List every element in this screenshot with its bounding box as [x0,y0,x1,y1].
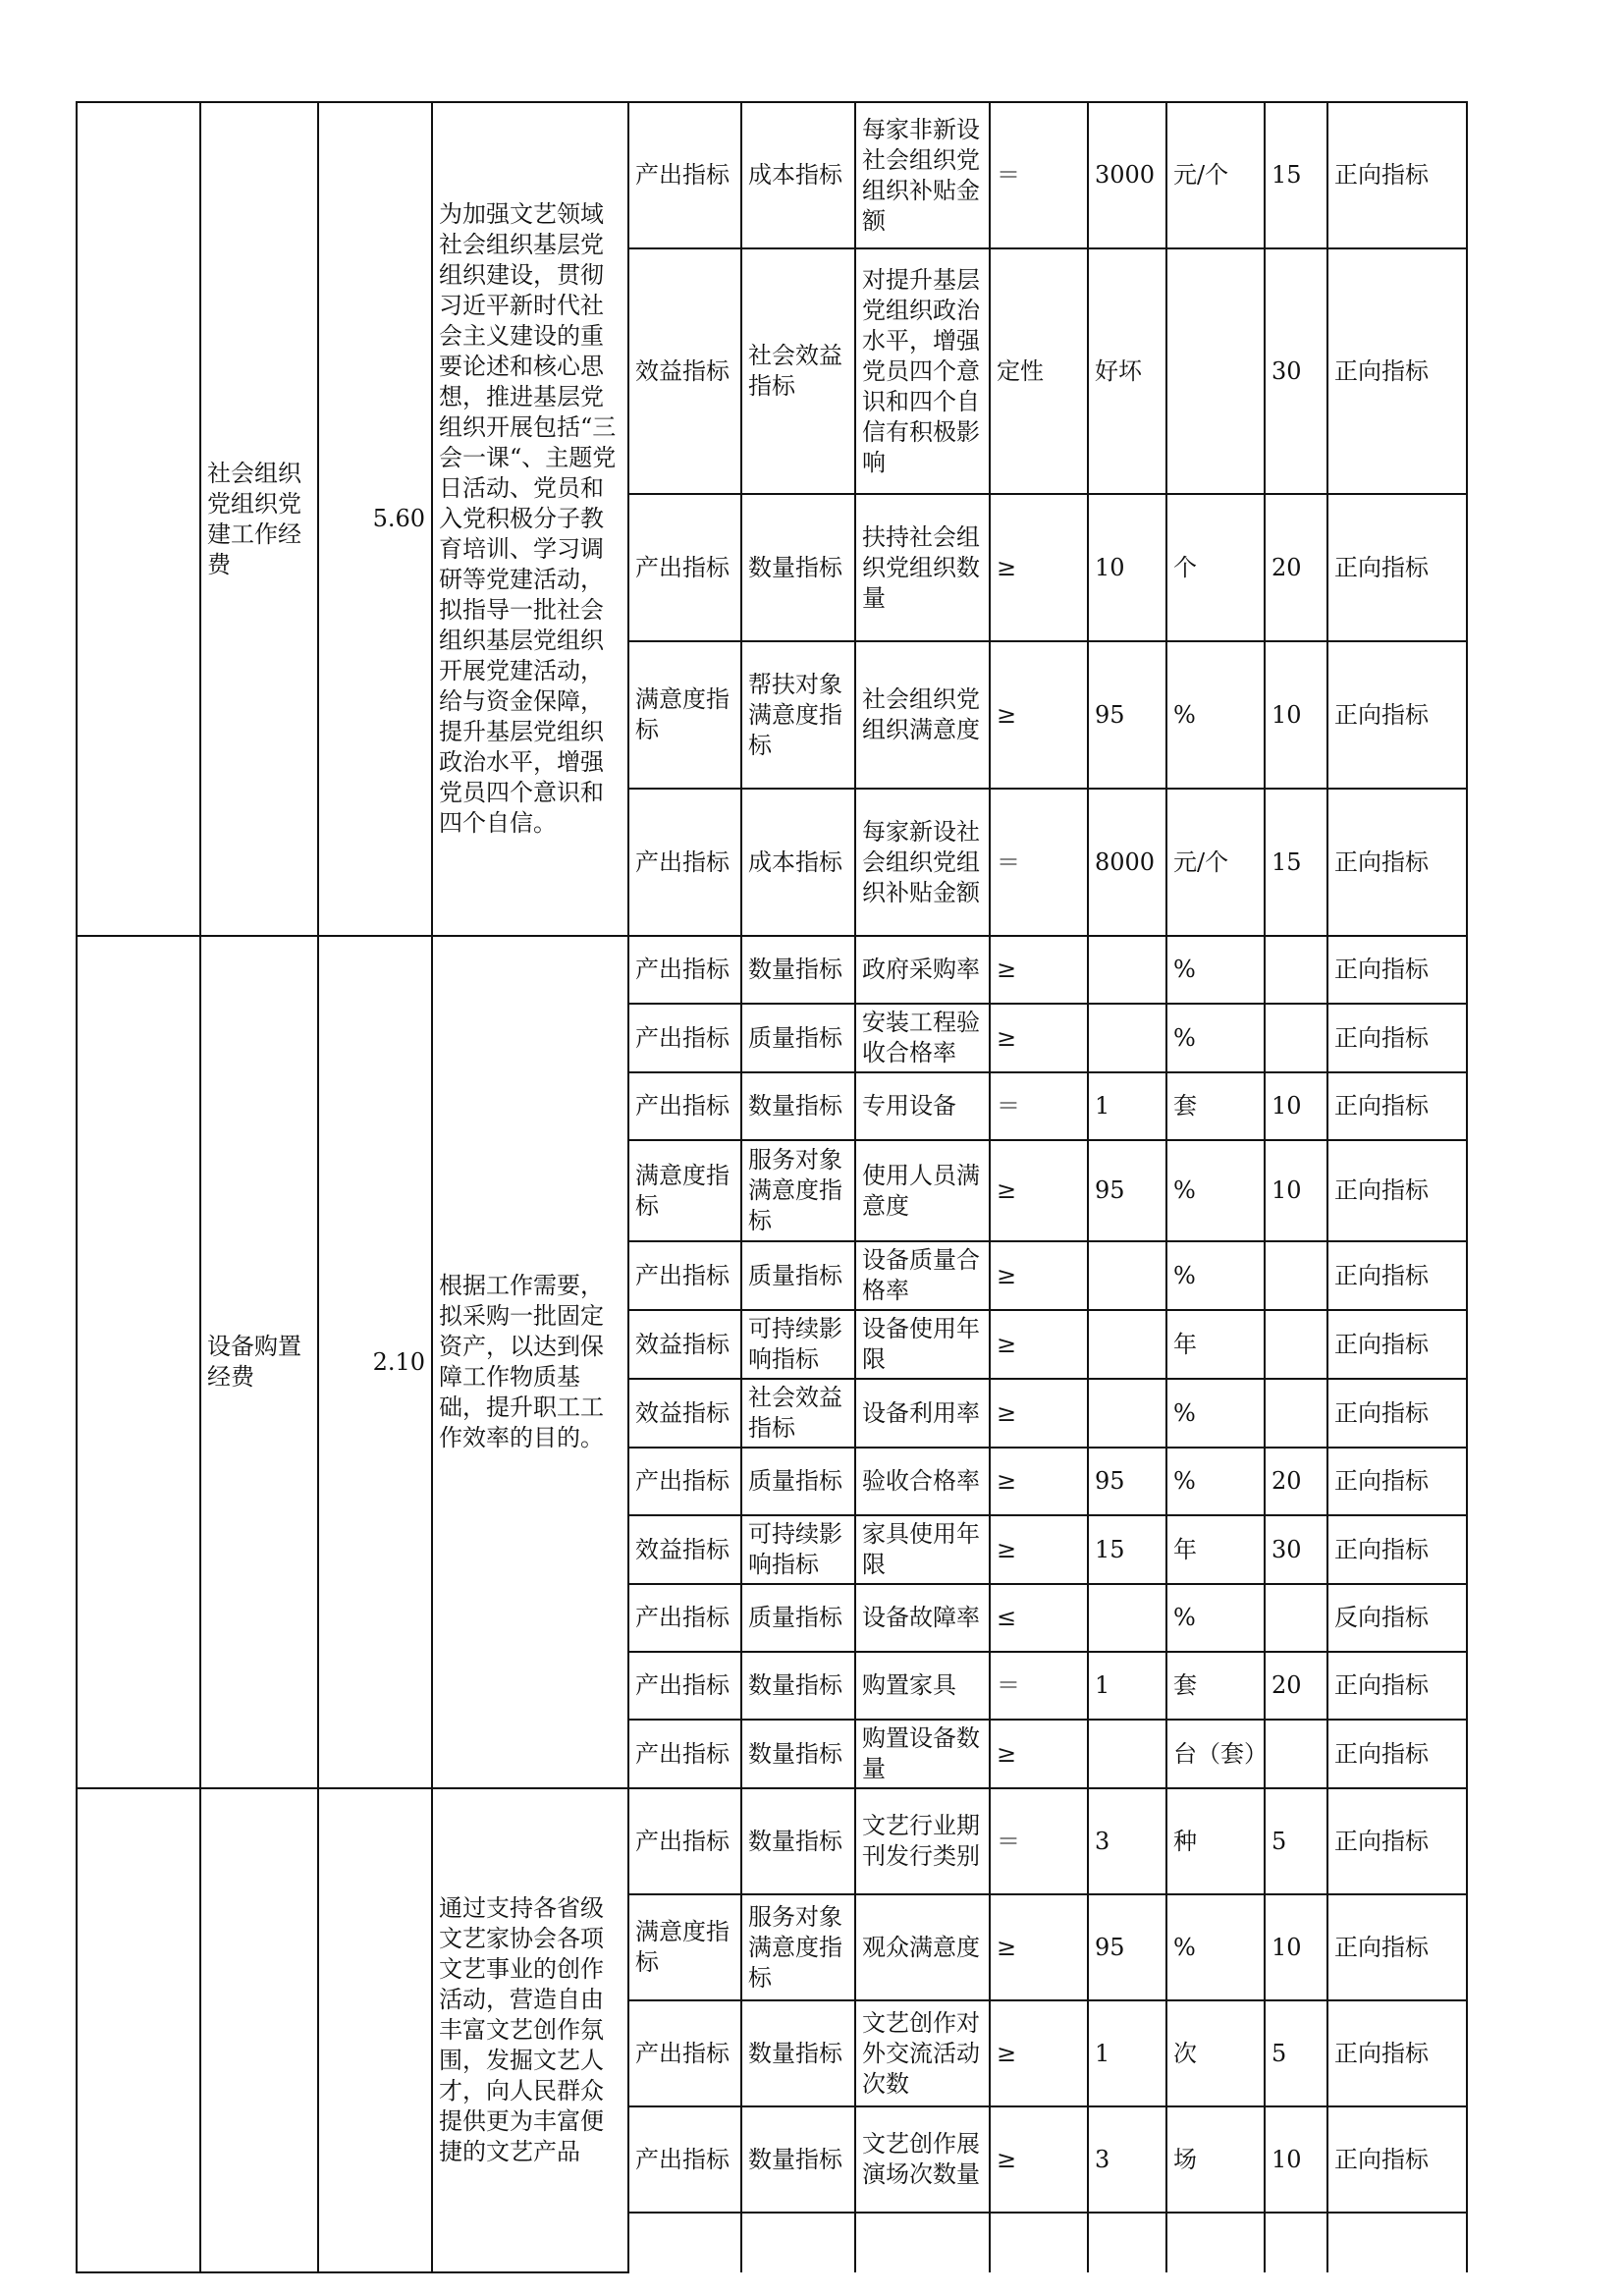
indicator-level1-cell: 产出指标 [628,1584,741,1652]
direction-cell: 正向指标 [1327,1241,1467,1310]
direction-cell: 正向指标 [1327,1379,1467,1448]
cut-cell [741,2213,855,2272]
operator-cell: ＝ [990,1788,1088,1894]
target-value-cell: 95 [1088,1140,1166,1241]
unit-cell: % [1166,1241,1265,1310]
unit-cell: % [1166,1448,1265,1515]
target-value-cell [1088,1584,1166,1652]
weight-cell: 20 [1265,1448,1327,1515]
unit-cell: 次 [1166,2000,1265,2106]
target-value-cell [1088,1720,1166,1788]
indicator-row [77,102,1467,248]
direction-cell: 正向指标 [1327,1310,1467,1379]
indicator-level1-cell: 产出指标 [628,936,741,1004]
cut-cell [855,2213,990,2272]
indicator-level2-cell: 质量指标 [741,1584,855,1652]
unit-cell: 年 [1166,1310,1265,1379]
weight-cell [1265,936,1327,1004]
operator-cell: ≥ [990,641,1088,789]
project-name-cell: 设备购置经费 [200,936,318,1788]
unit-cell: 年 [1166,1515,1265,1584]
indicator-name-cell: 社会组织党组织满意度 [855,641,990,789]
unit-cell: 个 [1166,494,1265,641]
weight-cell: 10 [1265,641,1327,789]
operator-cell: ≥ [990,1515,1088,1584]
indicator-level2-cell: 服务对象满意度指标 [741,1894,855,2000]
indicator-level2-cell: 质量指标 [741,1004,855,1072]
indicator-name-cell: 每家非新设社会组织党组织补贴金额 [855,102,990,248]
unit-cell: 元/个 [1166,102,1265,248]
target-value-cell: 1 [1088,2000,1166,2106]
unit-cell: % [1166,1379,1265,1448]
target-value-cell: 好坏 [1088,248,1166,494]
weight-cell: 10 [1265,1072,1327,1140]
direction-cell: 正向指标 [1327,1894,1467,2000]
indicator-name-cell: 验收合格率 [855,1448,990,1515]
target-value-cell: 3000 [1088,102,1166,248]
indicator-level2-cell: 成本指标 [741,102,855,248]
unit-cell: % [1166,936,1265,1004]
indicator-row [77,936,1467,1004]
weight-cell [1265,1004,1327,1072]
weight-cell: 10 [1265,1894,1327,2000]
cut-cell [1166,2213,1265,2272]
operator-cell: ＝ [990,789,1088,936]
indicator-name-cell: 购置家具 [855,1652,990,1720]
operator-cell: ≥ [990,494,1088,641]
indicator-name-cell: 每家新设社会组织党组织补贴金额 [855,789,990,936]
indicator-level1-cell: 满意度指标 [628,1140,741,1241]
target-value-cell [1088,1379,1166,1448]
indicator-name-cell: 专用设备 [855,1072,990,1140]
direction-cell: 正向指标 [1327,1140,1467,1241]
project-description-cell: 为加强文艺领域社会组织基层党组织建设，贯彻习近平新时代社会主义建设的重要论述和核心思想，推进基层党组织开展包括“三会一课“、主题党日活动、党员和入党积极分子教育培训、学习调研等党建活动，拟指导一批社会组织基层党组织开展党建活动，给与资金保障，提升基层党组织政治水平，增强党员四个意识和四个自信。 [432,102,628,936]
indicator-name-cell: 设备故障率 [855,1584,990,1652]
operator-cell: ＝ [990,1072,1088,1140]
weight-cell: 10 [1265,1140,1327,1241]
cut-cell [1265,2213,1327,2272]
indicator-level2-cell: 质量指标 [741,1241,855,1310]
operator-cell: ≥ [990,2106,1088,2213]
operator-cell: ＝ [990,1652,1088,1720]
indicator-level2-cell: 服务对象满意度指标 [741,1140,855,1241]
indicator-level1-cell: 效益指标 [628,248,741,494]
indicator-name-cell: 家具使用年限 [855,1515,990,1584]
project-name-cell [200,1788,318,2272]
indicator-name-cell: 文艺行业期刊发行类别 [855,1788,990,1894]
indicator-level1-cell: 产出指标 [628,1241,741,1310]
project-amount-cell: 2.10 [318,936,432,1788]
weight-cell: 15 [1265,102,1327,248]
direction-cell: 正向指标 [1327,1515,1467,1584]
performance-indicator-table [76,101,1468,2273]
indicator-level1-cell: 产出指标 [628,1448,741,1515]
project-description-cell: 通过支持各省级文艺家协会各项文艺事业的创作活动，营造自由丰富文艺创作氛围，发掘文艺人才，向人民群众提供更为丰富便捷的文艺产品 [432,1788,628,2272]
unit-cell: 种 [1166,1788,1265,1894]
operator-cell: ≥ [990,936,1088,1004]
operator-cell: ＝ [990,102,1088,248]
indicator-level1-cell: 满意度指标 [628,1894,741,2000]
indicator-level2-cell: 可持续影响指标 [741,1310,855,1379]
weight-cell: 20 [1265,1652,1327,1720]
indicator-level1-cell: 效益指标 [628,1379,741,1448]
cut-cell [1088,2213,1166,2272]
target-value-cell: 95 [1088,641,1166,789]
project-description-cell: 根据工作需要，拟采购一批固定资产，以达到保障工作物质基础，提升职工工作效率的目的。 [432,936,628,1788]
indicator-name-cell: 政府采购率 [855,936,990,1004]
indicator-name-cell: 使用人员满意度 [855,1140,990,1241]
indicator-level2-cell: 帮扶对象满意度指标 [741,641,855,789]
direction-cell: 正向指标 [1327,248,1467,494]
unit-cell [1166,248,1265,494]
indicator-level2-cell: 数量指标 [741,1720,855,1788]
operator-cell: ≥ [990,1140,1088,1241]
cut-cell [628,2213,741,2272]
indicator-name-cell: 文艺创作展演场次数量 [855,2106,990,2213]
indicator-level2-cell: 数量指标 [741,1072,855,1140]
indicator-level2-cell: 数量指标 [741,936,855,1004]
weight-cell [1265,1720,1327,1788]
weight-cell: 30 [1265,1515,1327,1584]
indicator-name-cell: 设备质量合格率 [855,1241,990,1310]
indicator-level1-cell: 产出指标 [628,2000,741,2106]
indicator-name-cell: 设备利用率 [855,1379,990,1448]
indicator-level2-cell: 质量指标 [741,1448,855,1515]
direction-cell: 反向指标 [1327,1584,1467,1652]
indicator-name-cell: 设备使用年限 [855,1310,990,1379]
indicator-level2-cell: 数量指标 [741,2106,855,2213]
indicator-level1-cell: 产出指标 [628,102,741,248]
unit-cell: % [1166,1140,1265,1241]
direction-cell: 正向指标 [1327,1652,1467,1720]
indicator-level1-cell: 产出指标 [628,494,741,641]
weight-cell [1265,1379,1327,1448]
target-value-cell: 95 [1088,1448,1166,1515]
indicator-name-cell: 购置设备数量 [855,1720,990,1788]
weight-cell: 30 [1265,248,1327,494]
project-name-cell: 社会组织党组织党建工作经费 [200,102,318,936]
operator-cell: ≥ [990,1310,1088,1379]
target-value-cell [1088,936,1166,1004]
indicator-name-cell: 观众满意度 [855,1894,990,2000]
target-value-cell: 95 [1088,1894,1166,2000]
left-margin-cell [77,102,200,936]
operator-cell: ≥ [990,1894,1088,2000]
indicator-name-cell: 安装工程验收合格率 [855,1004,990,1072]
direction-cell: 正向指标 [1327,494,1467,641]
unit-cell: 场 [1166,2106,1265,2213]
direction-cell: 正向指标 [1327,1004,1467,1072]
indicator-level1-cell: 产出指标 [628,1072,741,1140]
left-margin-cell [77,936,200,1788]
direction-cell: 正向指标 [1327,1072,1467,1140]
left-margin-cell [77,1788,200,2272]
indicator-level1-cell: 满意度指标 [628,641,741,789]
unit-cell: 套 [1166,1072,1265,1140]
indicator-level2-cell: 社会效益指标 [741,1379,855,1448]
unit-cell: % [1166,641,1265,789]
indicator-level2-cell: 成本指标 [741,789,855,936]
indicator-level1-cell: 效益指标 [628,1310,741,1379]
indicator-level2-cell: 数量指标 [741,1788,855,1894]
operator-cell: ≥ [990,2000,1088,2106]
direction-cell: 正向指标 [1327,789,1467,936]
unit-cell: % [1166,1894,1265,2000]
weight-cell [1265,1310,1327,1379]
operator-cell: ≥ [990,1241,1088,1310]
cut-cell [1327,2213,1467,2272]
target-value-cell: 3 [1088,1788,1166,1894]
unit-cell: 元/个 [1166,789,1265,936]
operator-cell: ≥ [990,1379,1088,1448]
indicator-level1-cell: 产出指标 [628,789,741,936]
direction-cell: 正向指标 [1327,2000,1467,2106]
target-value-cell: 10 [1088,494,1166,641]
indicator-row [77,1788,1467,1894]
project-amount-cell: 5.60 [318,102,432,936]
operator-cell: ≥ [990,1720,1088,1788]
indicator-level2-cell: 数量指标 [741,2000,855,2106]
weight-cell [1265,1584,1327,1652]
target-value-cell [1088,1310,1166,1379]
unit-cell: 套 [1166,1652,1265,1720]
indicator-level1-cell: 产出指标 [628,1652,741,1720]
direction-cell: 正向指标 [1327,936,1467,1004]
cut-cell [990,2213,1088,2272]
target-value-cell [1088,1241,1166,1310]
weight-cell [1265,1241,1327,1310]
operator-cell: 定性 [990,248,1088,494]
weight-cell: 5 [1265,2000,1327,2106]
direction-cell: 正向指标 [1327,2106,1467,2213]
direction-cell: 正向指标 [1327,641,1467,789]
direction-cell: 正向指标 [1327,1448,1467,1515]
indicator-name-cell: 对提升基层党组织政治水平，增强党员四个意识和四个自信有积极影响 [855,248,990,494]
operator-cell: ≥ [990,1004,1088,1072]
weight-cell: 20 [1265,494,1327,641]
indicator-level1-cell: 产出指标 [628,1004,741,1072]
indicator-level1-cell: 产出指标 [628,1788,741,1894]
weight-cell: 10 [1265,2106,1327,2213]
weight-cell: 15 [1265,789,1327,936]
unit-cell: % [1166,1004,1265,1072]
operator-cell: ≤ [990,1584,1088,1652]
indicator-level1-cell: 产出指标 [628,1720,741,1788]
target-value-cell [1088,1004,1166,1072]
direction-cell: 正向指标 [1327,102,1467,248]
indicator-level1-cell: 效益指标 [628,1515,741,1584]
direction-cell: 正向指标 [1327,1720,1467,1788]
indicator-level2-cell: 可持续影响指标 [741,1515,855,1584]
target-value-cell: 3 [1088,2106,1166,2213]
project-amount-cell [318,1788,432,2272]
indicator-level1-cell: 产出指标 [628,2106,741,2213]
unit-cell: % [1166,1584,1265,1652]
weight-cell: 5 [1265,1788,1327,1894]
indicator-name-cell: 扶持社会组织党组织数量 [855,494,990,641]
target-value-cell: 1 [1088,1652,1166,1720]
indicator-level2-cell: 数量指标 [741,1652,855,1720]
indicator-name-cell: 文艺创作对外交流活动次数 [855,2000,990,2106]
operator-cell: ≥ [990,1448,1088,1515]
unit-cell: 台（套） [1166,1720,1265,1788]
indicator-level2-cell: 社会效益指标 [741,248,855,494]
target-value-cell: 15 [1088,1515,1166,1584]
target-value-cell: 8000 [1088,789,1166,936]
indicator-level2-cell: 数量指标 [741,494,855,641]
target-value-cell: 1 [1088,1072,1166,1140]
direction-cell: 正向指标 [1327,1788,1467,1894]
